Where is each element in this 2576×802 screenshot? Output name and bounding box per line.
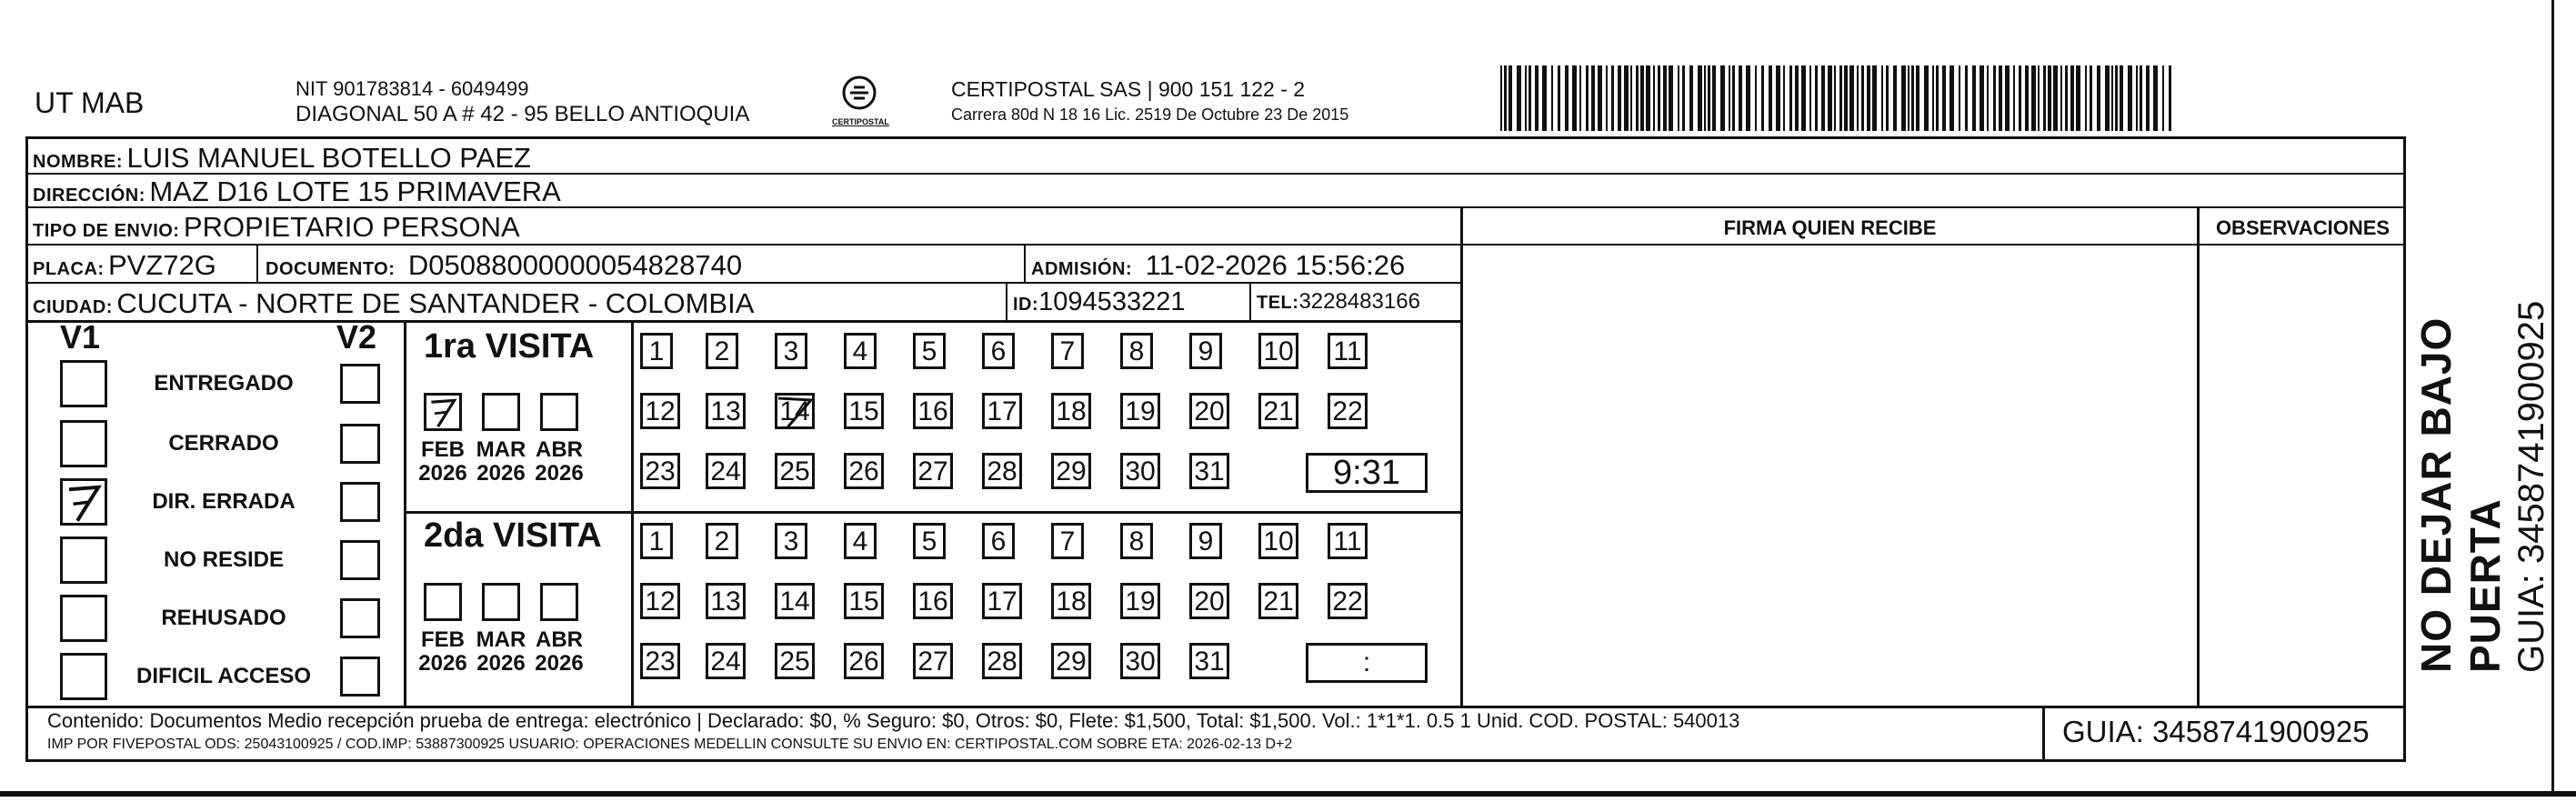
day-box[interactable]: 14 bbox=[775, 583, 815, 619]
side-guia: GUIA: 3458741900925 bbox=[2511, 300, 2551, 673]
day-box[interactable]: 22 bbox=[1328, 393, 1368, 429]
barcode-bar bbox=[1591, 65, 1595, 131]
barcode-bar bbox=[1761, 65, 1764, 131]
day-box[interactable]: 16 bbox=[913, 583, 953, 619]
barcode-bar bbox=[2115, 65, 2118, 131]
tipo-value: PROPIETARIO PERSONA bbox=[183, 211, 520, 243]
barcode-bar bbox=[2097, 65, 2100, 131]
day-box[interactable]: 21 bbox=[1258, 583, 1298, 619]
v2-checkbox[interactable] bbox=[340, 364, 380, 404]
day-box[interactable]: 29 bbox=[1051, 453, 1091, 489]
barcode-bar bbox=[1598, 65, 1602, 131]
barcode-bar bbox=[1653, 65, 1655, 131]
v2-header: V2 bbox=[336, 318, 377, 356]
v2-checkbox[interactable] bbox=[340, 657, 380, 697]
day-box[interactable]: 3 bbox=[775, 523, 807, 559]
month-checkbox[interactable] bbox=[482, 583, 520, 621]
tel-label: TEL: bbox=[1257, 293, 1299, 313]
barcode-bar bbox=[1746, 65, 1750, 131]
barcode-bar bbox=[1606, 65, 1608, 131]
day-box[interactable]: 17 bbox=[982, 393, 1022, 429]
day-box[interactable]: 10 bbox=[1258, 333, 1298, 369]
status-label: REHUSADO bbox=[161, 606, 286, 630]
status-label: ENTREGADO bbox=[154, 371, 294, 396]
barcode-bar bbox=[1881, 65, 1883, 131]
day-box[interactable]: 31 bbox=[1189, 453, 1229, 489]
barcode-bar bbox=[2136, 65, 2138, 131]
month-checkbox[interactable] bbox=[424, 583, 462, 621]
day-box[interactable]: 19 bbox=[1120, 393, 1160, 429]
day-box[interactable]: 2 bbox=[706, 333, 738, 369]
barcode-bar bbox=[1839, 65, 1842, 131]
direccion-row bbox=[33, 175, 561, 208]
logo-text: CERTIPOSTAL bbox=[832, 117, 889, 126]
barcode-bar bbox=[1624, 65, 1629, 131]
barcode-bar bbox=[1663, 65, 1667, 131]
barcode-bar bbox=[2146, 65, 2150, 131]
barcode-bar bbox=[1708, 65, 1710, 131]
id-label: ID: bbox=[1013, 295, 1039, 315]
barcode-bar bbox=[2128, 65, 2132, 131]
barcode-bar bbox=[2111, 65, 2113, 131]
barcode-bar bbox=[1579, 65, 1581, 131]
handwritten-mark-icon bbox=[426, 396, 459, 428]
barcode-bar bbox=[1720, 65, 1725, 131]
barcode-bar bbox=[1678, 65, 1679, 131]
status-label: CERRADO bbox=[168, 431, 279, 456]
barcode-bar bbox=[1950, 65, 1954, 131]
month-name: FEB bbox=[421, 437, 465, 462]
month-label bbox=[416, 438, 470, 486]
ciudad-cell bbox=[33, 287, 754, 320]
barcode-bar bbox=[1551, 65, 1553, 131]
v1-checkbox[interactable] bbox=[60, 478, 107, 526]
company-address: Carrera 80d N 18 16 Lic. 2519 De Octubre 23 De 2015 bbox=[951, 105, 1349, 124]
day-box[interactable]: 24 bbox=[706, 453, 746, 489]
barcode-bar bbox=[1704, 65, 1706, 131]
barcode-bar bbox=[1504, 65, 1507, 131]
sender-name: UT MAB bbox=[35, 86, 145, 119]
day-box[interactable]: 23 bbox=[640, 643, 680, 679]
month-year: 2026 bbox=[476, 461, 526, 486]
barcode-bar bbox=[1618, 65, 1621, 131]
sender-info bbox=[296, 76, 749, 127]
day-box[interactable]: 27 bbox=[913, 453, 953, 489]
footer-guia: GUIA: 3458741900925 bbox=[2062, 715, 2370, 748]
v1-checkbox[interactable] bbox=[60, 595, 107, 642]
barcode-bar bbox=[1911, 65, 1914, 131]
day-box[interactable]: 20 bbox=[1189, 393, 1229, 429]
placa-cell bbox=[33, 249, 216, 282]
barcode-bar bbox=[1525, 65, 1527, 131]
barcode-bar bbox=[1776, 65, 1780, 131]
placa-label: PLACA: bbox=[33, 259, 105, 279]
day-box[interactable]: 2 bbox=[706, 523, 738, 559]
day-box[interactable]: 30 bbox=[1120, 643, 1160, 679]
day-box[interactable]: 12 bbox=[640, 393, 680, 429]
day-box[interactable]: 7 bbox=[1051, 523, 1084, 559]
barcode-bar bbox=[1630, 65, 1632, 131]
strike-mark-icon bbox=[775, 393, 815, 429]
barcode-bar bbox=[1712, 65, 1716, 131]
barcode-bar bbox=[1815, 65, 1818, 131]
v2-checkbox[interactable] bbox=[340, 424, 380, 464]
day-box[interactable]: 6 bbox=[982, 333, 1015, 369]
month-year: 2026 bbox=[418, 651, 467, 676]
day-box[interactable]: 8 bbox=[1120, 333, 1153, 369]
barcode-bar bbox=[1698, 65, 1702, 131]
barcode-bar bbox=[1586, 65, 1589, 131]
day-box[interactable]: 15 bbox=[844, 583, 884, 619]
barcode-bar bbox=[1640, 65, 1644, 131]
day-box[interactable]: 8 bbox=[1120, 523, 1153, 559]
barcode-bar bbox=[1849, 65, 1854, 131]
barcode-bar bbox=[1682, 65, 1685, 131]
day-box[interactable]: 15 bbox=[844, 393, 884, 429]
month-label bbox=[474, 438, 528, 486]
month-checkbox[interactable] bbox=[482, 393, 520, 431]
barcode-bar bbox=[1729, 65, 1730, 131]
barcode-bar bbox=[1924, 65, 1929, 131]
month-name: FEB bbox=[421, 627, 465, 652]
tel-cell bbox=[1257, 289, 1420, 315]
barcode bbox=[1500, 65, 2175, 131]
barcode-bar bbox=[1993, 65, 1996, 131]
barcode-bar bbox=[1908, 65, 1909, 131]
barcode-bar bbox=[1542, 65, 1547, 131]
placa-value: PVZ72G bbox=[108, 249, 216, 281]
direccion-label: DIRECCIÓN: bbox=[33, 185, 145, 206]
nombre-label: NOMBRE: bbox=[33, 152, 124, 172]
barcode-bar bbox=[2031, 65, 2036, 131]
barcode-bar bbox=[2043, 65, 2046, 131]
sender-nit: NIT 901783814 - 6049499 bbox=[296, 77, 529, 100]
month-year: 2026 bbox=[476, 651, 526, 676]
barcode-bar bbox=[1658, 65, 1660, 131]
status-label: DIR. ERRADA bbox=[152, 489, 296, 514]
month-year: 2026 bbox=[535, 651, 584, 676]
day-box[interactable]: 17 bbox=[982, 583, 1022, 619]
month-year: 2026 bbox=[535, 461, 584, 486]
month-label bbox=[416, 628, 470, 676]
day-box[interactable]: 5 bbox=[913, 333, 946, 369]
month-checkbox[interactable] bbox=[540, 583, 578, 621]
day-box[interactable]: 6 bbox=[982, 523, 1015, 559]
tipo-row bbox=[33, 211, 520, 244]
barcode-bar bbox=[1959, 65, 1960, 131]
barcode-bar bbox=[2013, 65, 2015, 131]
barcode-bar bbox=[2169, 65, 2171, 131]
day-box[interactable]: 21 bbox=[1258, 393, 1298, 429]
day-box[interactable]: 27 bbox=[913, 643, 953, 679]
barcode-bar bbox=[1572, 65, 1577, 131]
status-label: NO RESIDE bbox=[163, 547, 285, 572]
barcode-bar bbox=[2076, 65, 2080, 131]
barcode-bar bbox=[1646, 65, 1650, 131]
id-cell bbox=[1013, 287, 1185, 317]
barcode-bar bbox=[1795, 65, 1799, 131]
barcode-bar bbox=[1535, 65, 1539, 131]
documento-value: D05088000000054828740 bbox=[407, 249, 743, 281]
month-label bbox=[532, 438, 586, 486]
firma-header: FIRMA QUIEN RECIBE bbox=[1723, 216, 1937, 239]
barcode-bar bbox=[1857, 65, 1859, 131]
barcode-bar bbox=[2105, 65, 2110, 131]
month-name: ABR bbox=[536, 437, 583, 462]
observaciones-area[interactable] bbox=[2200, 246, 2406, 706]
v1-checkbox[interactable] bbox=[60, 536, 107, 584]
tel-value: 3228483166 bbox=[1298, 289, 1420, 314]
day-box[interactable]: 11 bbox=[1328, 333, 1368, 369]
ciudad-value: CUCUTA - NORTE DE SANTANDER - COLOMBIA bbox=[116, 287, 755, 319]
barcode-bar bbox=[2005, 65, 2010, 131]
day-box[interactable]: 26 bbox=[844, 643, 884, 679]
barcode-bar bbox=[1901, 65, 1906, 131]
barcode-bar bbox=[2048, 65, 2051, 131]
day-box[interactable]: 19 bbox=[1120, 583, 1160, 619]
barcode-bar bbox=[2140, 65, 2142, 131]
day-box[interactable]: 5 bbox=[913, 523, 946, 559]
sender-address: DIAGONAL 50 A # 42 - 95 BELLO ANTIOQUIA bbox=[296, 102, 750, 126]
v1-header: V1 bbox=[60, 318, 101, 356]
barcode-bar bbox=[2038, 65, 2040, 131]
month-checkbox[interactable] bbox=[540, 393, 578, 431]
day-box[interactable]: 9 bbox=[1189, 523, 1222, 559]
ciudad-label: CIUDAD: bbox=[33, 297, 113, 317]
barcode-bar bbox=[1509, 65, 1512, 131]
signature-area[interactable] bbox=[1463, 246, 2197, 706]
barcode-bar bbox=[1861, 65, 1864, 131]
barcode-bar bbox=[1809, 65, 1811, 131]
barcode-bar bbox=[1669, 65, 1673, 131]
visit2-title: 2da VISITA bbox=[424, 516, 602, 555]
barcode-bar bbox=[1999, 65, 2002, 131]
barcode-bar bbox=[1872, 65, 1877, 131]
day-box[interactable]: 1 bbox=[640, 523, 673, 559]
barcode-bar bbox=[1932, 65, 1934, 131]
status-label: DIFICIL ACCESO bbox=[135, 664, 311, 688]
barcode-bar bbox=[2019, 65, 2021, 131]
day-box[interactable]: 12 bbox=[640, 583, 680, 619]
day-box[interactable]: 30 bbox=[1120, 453, 1160, 489]
month-label bbox=[532, 628, 586, 676]
day-box[interactable]: 25 bbox=[775, 453, 815, 489]
day-box[interactable]: 14 bbox=[775, 393, 815, 429]
company-info bbox=[951, 76, 1348, 127]
barcode-bar bbox=[2025, 65, 2029, 131]
documento-cell bbox=[266, 249, 742, 282]
month-name: MAR bbox=[476, 437, 526, 462]
logo-icon bbox=[839, 73, 879, 113]
day-box[interactable]: 4 bbox=[844, 333, 877, 369]
day-box[interactable]: 13 bbox=[706, 393, 746, 429]
barcode-bar bbox=[1529, 65, 1531, 131]
barcode-bar bbox=[1732, 65, 1735, 131]
v1-checkbox[interactable] bbox=[60, 653, 107, 700]
admision-value: 11-02-2026 15:56:26 bbox=[1145, 249, 1406, 281]
day-box[interactable]: 29 bbox=[1051, 643, 1091, 679]
time-box[interactable]: 9:31 bbox=[1306, 453, 1428, 493]
barcode-bar bbox=[2070, 65, 2074, 131]
day-box[interactable]: 18 bbox=[1051, 393, 1091, 429]
barcode-bar bbox=[2090, 65, 2092, 131]
admision-label: ADMISIÓN: bbox=[1031, 259, 1133, 279]
barcode-bar bbox=[2060, 65, 2062, 131]
observaciones-header: OBSERVACIONES bbox=[2215, 216, 2391, 239]
barcode-bar bbox=[1517, 65, 1521, 131]
day-box[interactable]: 20 bbox=[1189, 583, 1229, 619]
barcode-bar bbox=[1942, 65, 1946, 131]
barcode-bar bbox=[1893, 65, 1897, 131]
barcode-bar bbox=[1965, 65, 1968, 131]
barcode-bar bbox=[2085, 65, 2087, 131]
tipo-label: TIPO DE ENVIO: bbox=[33, 221, 180, 241]
barcode-bar bbox=[1936, 65, 1939, 131]
barcode-bar bbox=[2162, 65, 2164, 131]
barcode-bar bbox=[1801, 65, 1806, 131]
barcode-bar bbox=[1636, 65, 1639, 131]
month-label bbox=[474, 628, 528, 676]
day-box[interactable]: 4 bbox=[844, 523, 877, 559]
barcode-bar bbox=[2153, 65, 2158, 131]
barcode-bar bbox=[1789, 65, 1792, 131]
v1-checkbox[interactable] bbox=[60, 420, 107, 467]
documento-label: DOCUMENTO: bbox=[266, 259, 396, 279]
v2-checkbox[interactable] bbox=[340, 482, 380, 522]
footer-imp: IMP POR FIVEPOSTAL ODS: 25043100925 / COD.IMP: 53887300925 USUARIO: OPERACIONES MEDELLIN CONSULTE SU ENVIO EN: CERTIPOSTAL.COM SOBRE ETA: 2026-02-13 D+2 bbox=[47, 737, 1293, 752]
barcode-bar bbox=[1565, 65, 1569, 131]
barcode-bar bbox=[1980, 65, 1984, 131]
barcode-bar bbox=[1558, 65, 1560, 131]
barcode-bar bbox=[1783, 65, 1785, 131]
side-text bbox=[2411, 164, 2552, 673]
day-box[interactable]: 28 bbox=[982, 453, 1022, 489]
day-box[interactable]: 16 bbox=[913, 393, 953, 429]
barcode-bar bbox=[1916, 65, 1919, 131]
barcode-bar bbox=[1500, 65, 1502, 131]
v2-checkbox[interactable] bbox=[340, 598, 380, 638]
day-box[interactable]: 7 bbox=[1051, 333, 1084, 369]
time-box[interactable]: : bbox=[1306, 643, 1428, 683]
day-box[interactable]: 3 bbox=[775, 333, 807, 369]
barcode-bar bbox=[1886, 65, 1889, 131]
day-box[interactable]: 18 bbox=[1051, 583, 1091, 619]
barcode-bar bbox=[1821, 65, 1825, 131]
barcode-bar bbox=[1972, 65, 1976, 131]
month-year: 2026 bbox=[418, 461, 467, 486]
day-box[interactable]: 28 bbox=[982, 643, 1022, 679]
id-value: 1094533221 bbox=[1038, 287, 1186, 316]
visit1-title: 1ra VISITA bbox=[424, 327, 595, 366]
day-box[interactable]: 9 bbox=[1189, 333, 1222, 369]
month-name: MAR bbox=[476, 627, 526, 652]
day-box[interactable]: 1 bbox=[640, 333, 673, 369]
day-box[interactable]: 23 bbox=[640, 453, 680, 489]
barcode-bar bbox=[1834, 65, 1836, 131]
barcode-bar bbox=[1689, 65, 1693, 131]
barcode-bar bbox=[1867, 65, 1870, 131]
v1-checkbox[interactable] bbox=[60, 360, 107, 407]
footer-contenido: Contenido: Documentos Medio recepción prueba de entrega: electrónico | Declarado: $0, % Seguro: $0, Otros: $0, Flete: $1,500, Total: $1,500. Vol.: 1*1*1. 0.5 1 Unid. COD. POSTAL: 540013 bbox=[47, 709, 1740, 732]
barcode-bar bbox=[1739, 65, 1742, 131]
day-box[interactable]: 31 bbox=[1189, 643, 1229, 679]
barcode-bar bbox=[2120, 65, 2123, 131]
direccion-value: MAZ D16 LOTE 15 PRIMAVERA bbox=[149, 175, 561, 207]
day-box[interactable]: 24 bbox=[706, 643, 746, 679]
day-box[interactable]: 10 bbox=[1258, 523, 1298, 559]
day-box[interactable]: 13 bbox=[706, 583, 746, 619]
v2-checkbox[interactable] bbox=[340, 540, 380, 580]
barcode-bar bbox=[1755, 65, 1757, 131]
day-box[interactable]: 22 bbox=[1328, 583, 1368, 619]
handwritten-mark-icon bbox=[63, 481, 105, 523]
certipostal-logo bbox=[832, 73, 887, 126]
day-box[interactable]: 26 bbox=[844, 453, 884, 489]
barcode-bar bbox=[1611, 65, 1614, 131]
barcode-bar bbox=[1987, 65, 1989, 131]
nombre-value: LUIS MANUEL BOTELLO PAEZ bbox=[126, 142, 531, 174]
admision-cell bbox=[1031, 249, 1405, 282]
barcode-bar bbox=[2053, 65, 2058, 131]
day-box[interactable]: 11 bbox=[1328, 523, 1368, 559]
day-box[interactable]: 25 bbox=[775, 643, 815, 679]
month-checkbox[interactable] bbox=[424, 393, 462, 431]
barcode-bar bbox=[1828, 65, 1832, 131]
barcode-bar bbox=[1844, 65, 1848, 131]
company-name: CERTIPOSTAL SAS | 900 151 122 - 2 bbox=[951, 77, 1306, 101]
barcode-bar bbox=[2065, 65, 2068, 131]
barcode-bar bbox=[1769, 65, 1772, 131]
side-warning: NO DEJAR BAJO PUERTA bbox=[2412, 316, 2509, 673]
month-name: ABR bbox=[536, 627, 583, 652]
nombre-row bbox=[33, 142, 531, 175]
